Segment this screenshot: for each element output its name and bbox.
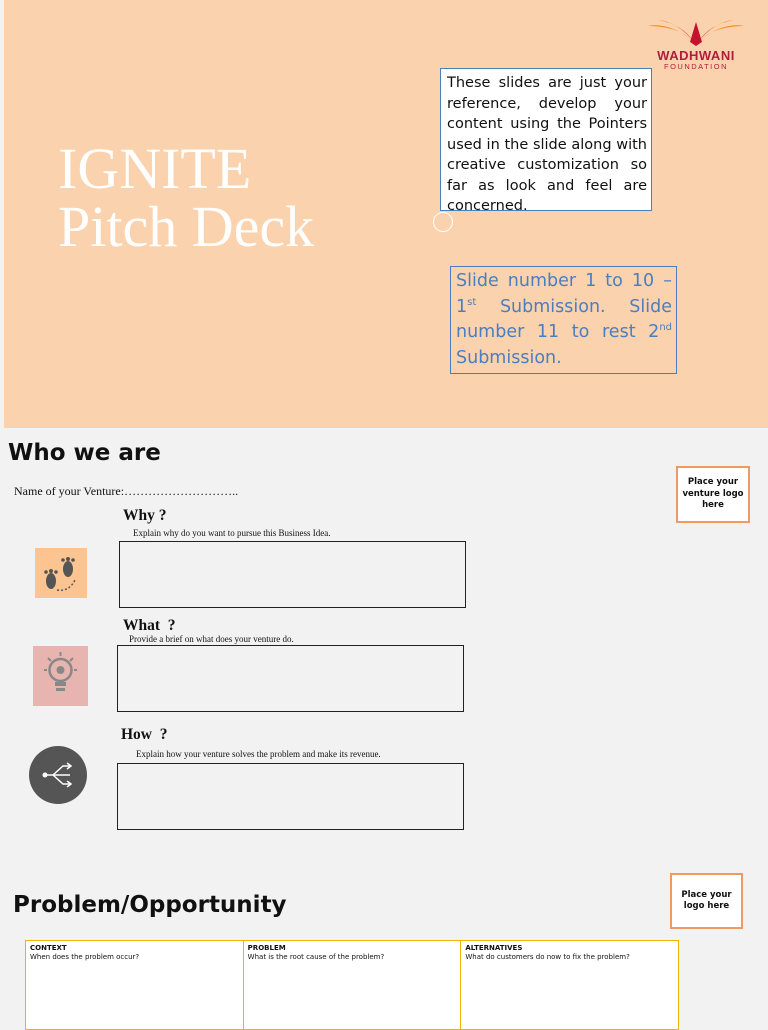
deck-title-line-2: Pitch Deck <box>58 194 315 259</box>
slide-title: Who we are <box>8 440 161 466</box>
alternatives-question: What do customers do now to fix the problem? <box>465 953 630 961</box>
submission-text-2: Submission. Slide number 11 to rest 2 <box>456 296 672 343</box>
logo-placeholder[interactable] <box>670 873 743 929</box>
deck-title <box>58 136 418 259</box>
slide-title: Problem/Opportunity <box>13 892 287 918</box>
submission-sup-2: nd <box>659 322 672 334</box>
how-heading: How ? <box>121 726 168 743</box>
who-we-are-slide <box>0 428 768 848</box>
submission-note <box>450 266 677 374</box>
wadhwani-logo <box>640 18 750 74</box>
why-answer-box[interactable] <box>119 541 466 608</box>
title-slide <box>4 0 768 428</box>
lightbulb-gear-icon <box>33 646 88 706</box>
lean-canvas-table <box>25 940 679 1030</box>
context-heading: CONTEXT <box>30 944 67 952</box>
what-heading: What ? <box>123 617 176 634</box>
problem-question: What is the root cause of the problem? <box>247 953 385 961</box>
problem-cell[interactable] <box>244 941 462 1029</box>
how-answer-box[interactable] <box>117 763 464 830</box>
logo-placeholder-text: Place your logo here <box>681 889 732 911</box>
logo-placeholder-text: Place your venture logo here <box>682 477 744 511</box>
footsteps-icon <box>35 548 87 598</box>
branching-arrows-icon <box>29 746 87 804</box>
venture-name-field[interactable]: Name of your Venture:……………………….. <box>14 484 239 498</box>
venture-logo-placeholder[interactable] <box>676 466 750 523</box>
why-heading: Why ? <box>123 507 167 524</box>
logo-mark-icon <box>646 18 746 48</box>
context-cell[interactable] <box>26 941 244 1029</box>
why-description: Explain why do you want to pursue this Business Idea. <box>133 528 331 538</box>
submission-sup-1: st <box>467 296 477 308</box>
what-answer-box[interactable] <box>117 645 464 712</box>
problem-opportunity-slide <box>0 848 768 1024</box>
what-description: Provide a brief on what does your venture do. <box>129 634 294 644</box>
alternatives-heading: ALTERNATIVES <box>465 944 523 952</box>
alternatives-cell[interactable] <box>461 941 678 1029</box>
reference-note: These slides are just your reference, develop your content using the Pointers used in the slide along with creative customization so far as look and feel are concerned. <box>440 68 652 211</box>
context-question: When does the problem occur? <box>30 953 140 961</box>
logo-subtitle: FOUNDATION <box>663 62 729 71</box>
submission-text-1: Slide number 1 to 10 – 1 <box>456 271 672 317</box>
rotation-handle-icon <box>433 212 453 232</box>
how-description: Explain how your venture solves the problem and make its revenue. <box>136 749 381 759</box>
submission-text-3: Submission. <box>456 347 562 368</box>
problem-heading: PROBLEM <box>247 944 286 952</box>
deck-title-line-1: IGNITE <box>58 136 252 201</box>
logo-wordmark: WADHWANI <box>657 48 735 63</box>
